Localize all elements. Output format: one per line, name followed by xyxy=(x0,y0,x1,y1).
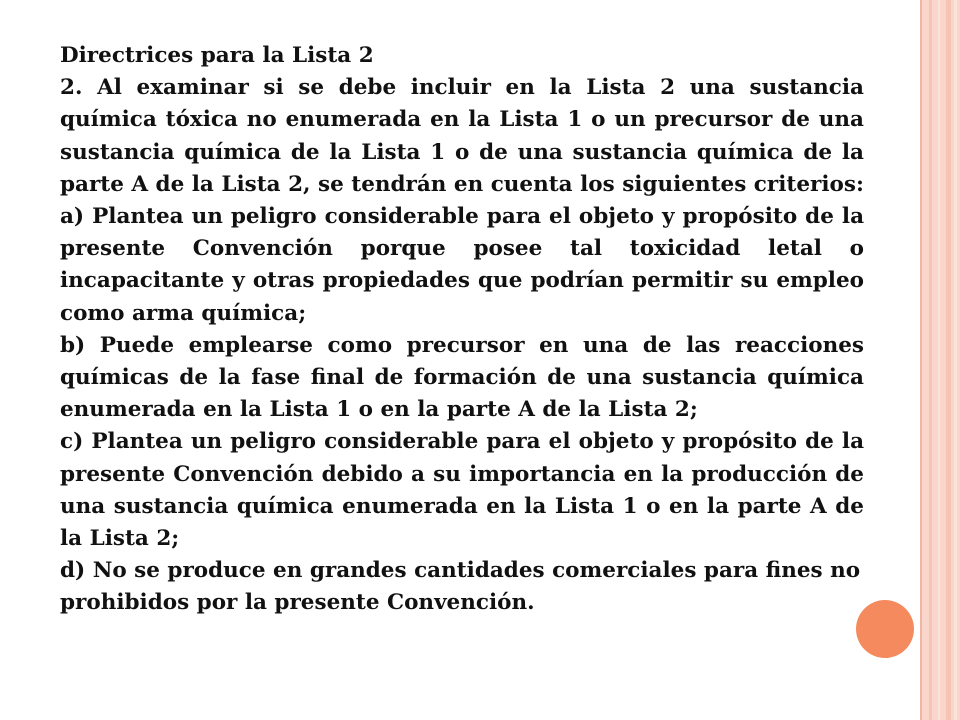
accent-circle xyxy=(856,600,914,658)
paragraph-intro: 2. Al examinar si se debe incluir en la Lista 2 una sustancia química tóxica no enumerada en la Lista 1 o un precursor de una sustancia química de la Lista 1 o de una sustancia química de la parte A de la Lista 2, se tendrán en cuenta los siguientes criterios: xyxy=(60,75,864,197)
criterion-c: c) Plantea un peligro considerable para el objeto y propósito de la presente Convención debido a su importancia en la producción de una sustancia química enumerada en la Lista 1 o en la parte A de la Lista 2; xyxy=(60,429,864,552)
slide-heading: Directrices para la Lista 2 xyxy=(60,43,374,68)
criterion-a: a) Plantea un peligro considerable para el objeto y propósito de la presente Convención porque posee tal toxicidad letal o incapacitante y otras propiedades que podrían permitir su empleo como arma química; xyxy=(60,204,864,326)
side-band-stripe xyxy=(946,0,951,720)
side-band-stripe xyxy=(938,0,940,720)
criterion-b: b) Puede emplearse como precursor en una de las reacciones químicas de la fase final de formación de una sustancia química enumerada en la Lista 1 o en la parte A de la Lista 2; xyxy=(60,332,864,423)
criterion-d: d) No se produce en grandes cantidades comerciales para fines no prohibidos por la presente Convención. xyxy=(60,558,861,616)
side-band-stripe xyxy=(929,0,932,720)
slide-body xyxy=(60,40,864,620)
side-band-stripe xyxy=(920,0,922,720)
side-band-stripe xyxy=(954,0,957,720)
